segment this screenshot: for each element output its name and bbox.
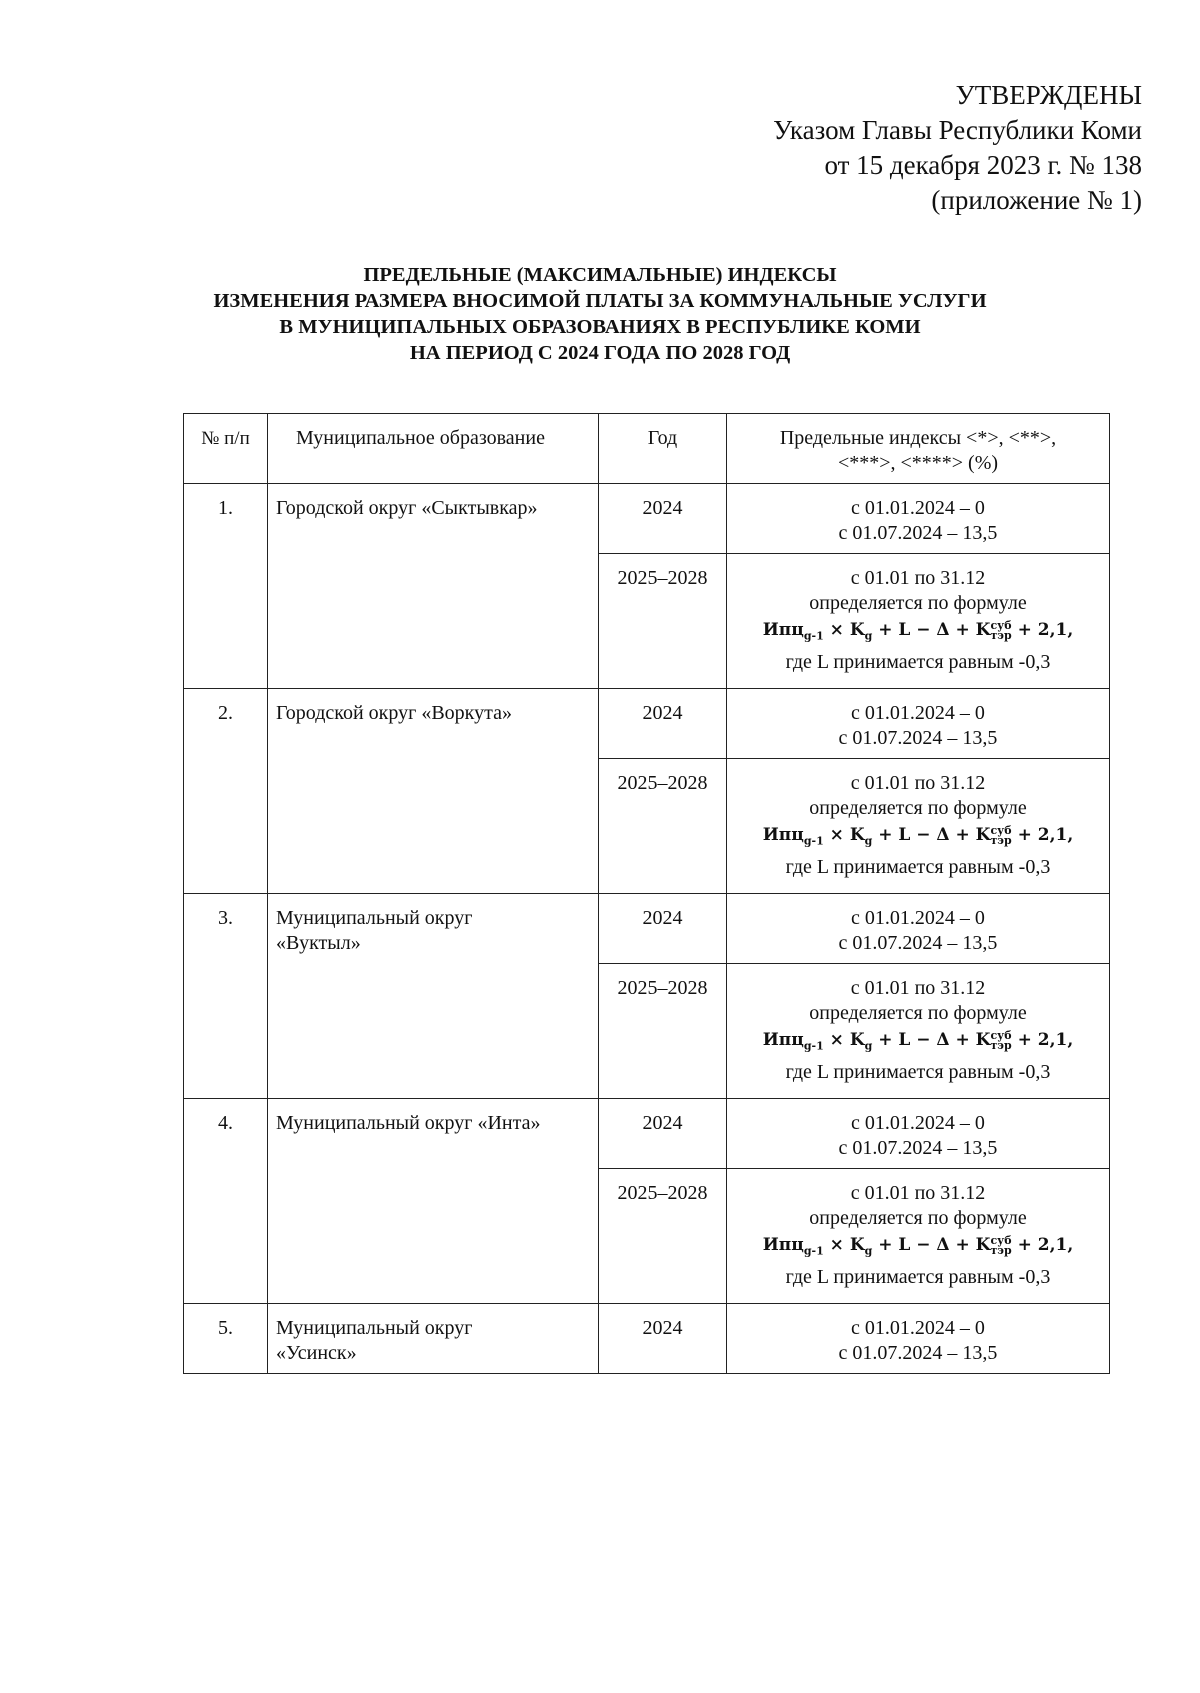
- formula-part: Ипц: [762, 620, 804, 640]
- table-header-row: [184, 414, 1110, 484]
- index-line: с 01.01 по 31.12: [850, 1182, 986, 1204]
- index-value: [727, 964, 1110, 1099]
- formula-part: Ипц: [762, 1030, 804, 1050]
- year-cell: 2025–2028: [599, 964, 727, 1099]
- municipality-name: [268, 894, 599, 1099]
- index-line: с 01.07.2024 – 13,5: [838, 727, 998, 749]
- index-line: с 01.01.2024 – 0: [851, 702, 985, 724]
- document-title: [0, 262, 1200, 366]
- municipality-name: Городской округ «Воркута»: [268, 689, 599, 894]
- year-cell: 2024: [599, 1304, 727, 1374]
- municipality-name-line: Муниципальный округ: [276, 1317, 473, 1339]
- formula-part: Ипц: [762, 825, 804, 845]
- formula-part: Ипц: [762, 1235, 804, 1255]
- formula: [763, 1026, 1074, 1060]
- formula-part: × K: [823, 620, 865, 640]
- row-number: 5.: [184, 1304, 268, 1374]
- title-line: В МУНИЦИПАЛЬНЫХ ОБРАЗОВАНИЯХ В РЕСПУБЛИКЕ КОМИ: [279, 316, 921, 338]
- table-row: [184, 1099, 1110, 1169]
- index-line: где L принимается равным -0,3: [785, 651, 1051, 674]
- index-line: с 01.07.2024 – 13,5: [838, 1137, 998, 1159]
- year-cell: 2025–2028: [599, 759, 727, 894]
- formula-part: суб: [990, 1028, 1012, 1042]
- formula-part: тэр: [990, 1243, 1012, 1257]
- formula-part: + 2,1,: [1011, 1030, 1074, 1050]
- municipality-name-line: «Вуктыл»: [276, 932, 361, 954]
- formula-part: × K: [823, 1235, 865, 1255]
- row-number: 4.: [184, 1099, 268, 1304]
- index-line: с 01.07.2024 – 13,5: [838, 1342, 998, 1364]
- index-value: [727, 554, 1110, 689]
- formula-line: [727, 821, 1109, 855]
- index-value: [727, 1169, 1110, 1304]
- formula-supsub: [990, 1233, 1012, 1257]
- formula-part: × K: [823, 1030, 865, 1050]
- formula-part: g: [864, 834, 873, 848]
- formula-line: [727, 1026, 1109, 1060]
- index-value: [727, 894, 1110, 964]
- index-line: с 01.07.2024 – 13,5: [838, 932, 998, 954]
- index-line: определяется по формуле: [809, 1002, 1027, 1024]
- approval-line: Указом Главы Республики Коми: [773, 115, 1142, 145]
- formula-part: + L − Δ + K: [872, 620, 991, 640]
- year-cell: 2024: [599, 894, 727, 964]
- table-row: [184, 689, 1110, 759]
- formula: [763, 821, 1074, 855]
- formula-part: g-1: [803, 1244, 824, 1258]
- index-line: с 01.01.2024 – 0: [851, 907, 985, 929]
- table-row: [184, 894, 1110, 964]
- index-line: с 01.07.2024 – 13,5: [838, 522, 998, 544]
- index-line: определяется по формуле: [809, 592, 1027, 614]
- title-line: ИЗМЕНЕНИЯ РАЗМЕРА ВНОСИМОЙ ПЛАТЫ ЗА КОММУНАЛЬНЫЕ УСЛУГИ: [213, 290, 987, 312]
- formula: [763, 1231, 1074, 1265]
- formula-part: g-1: [803, 1039, 824, 1053]
- index-value: [727, 484, 1110, 554]
- formula-part: g: [864, 1039, 873, 1053]
- municipality-name: Городской округ «Сыктывкар»: [268, 484, 599, 689]
- formula-part: g: [864, 629, 873, 643]
- approval-line: УТВЕРЖДЕНЫ: [955, 80, 1142, 110]
- index-value: [727, 689, 1110, 759]
- index-line: с 01.01.2024 – 0: [851, 1317, 985, 1339]
- formula-part: + L − Δ + K: [872, 1030, 991, 1050]
- indices-table: [183, 413, 1110, 1374]
- year-cell: 2024: [599, 1099, 727, 1169]
- approval-line: (приложение № 1): [931, 185, 1142, 215]
- formula-part: суб: [990, 1233, 1012, 1247]
- formula-part: + 2,1,: [1011, 620, 1074, 640]
- year-cell: 2024: [599, 484, 727, 554]
- index-value: [727, 1304, 1110, 1374]
- row-number: 1.: [184, 484, 268, 689]
- header-num: № п/п: [184, 414, 268, 484]
- row-number: 3.: [184, 894, 268, 1099]
- formula-line: [727, 1231, 1109, 1265]
- index-value: [727, 759, 1110, 894]
- formula-supsub: [990, 618, 1012, 642]
- municipality-name-line: Муниципальный округ: [276, 907, 473, 929]
- index-line: где L принимается равным -0,3: [785, 1061, 1051, 1084]
- municipality-name: [268, 1304, 599, 1374]
- title-line: НА ПЕРИОД С 2024 ГОДА ПО 2028 ГОД: [409, 342, 791, 364]
- index-line: определяется по формуле: [809, 797, 1027, 819]
- formula-part: суб: [990, 618, 1012, 632]
- formula-supsub: [990, 1028, 1012, 1052]
- year-cell: 2025–2028: [599, 554, 727, 689]
- index-line: определяется по формуле: [809, 1207, 1027, 1229]
- header-index: [727, 414, 1110, 484]
- formula-part: + 2,1,: [1011, 825, 1074, 845]
- formula-part: + L − Δ + K: [872, 825, 991, 845]
- approval-block: [773, 78, 1142, 218]
- header-year: Год: [599, 414, 727, 484]
- header-name: Муниципальное образование: [268, 414, 599, 484]
- municipality-name: Муниципальный округ «Инта»: [268, 1099, 599, 1304]
- formula-part: + 2,1,: [1011, 1235, 1074, 1255]
- header-index-line: <***>, <****> (%): [837, 452, 999, 474]
- title-line: ПРЕДЕЛЬНЫЕ (МАКСИМАЛЬНЫЕ) ИНДЕКСЫ: [363, 264, 837, 286]
- formula-line: [727, 616, 1109, 650]
- row-number: 2.: [184, 689, 268, 894]
- index-line: где L принимается равным -0,3: [785, 856, 1051, 879]
- formula-supsub: [990, 823, 1012, 847]
- municipality-name-line: «Усинск»: [276, 1342, 357, 1364]
- table-row: [184, 484, 1110, 554]
- formula-part: тэр: [990, 833, 1012, 847]
- index-line: с 01.01.2024 – 0: [851, 1112, 985, 1134]
- index-line: с 01.01.2024 – 0: [851, 497, 985, 519]
- formula-part: g-1: [803, 629, 824, 643]
- index-value: [727, 1099, 1110, 1169]
- formula-part: g-1: [803, 834, 824, 848]
- formula-part: тэр: [990, 1038, 1012, 1052]
- index-line: с 01.01 по 31.12: [850, 772, 986, 794]
- formula-part: g: [864, 1244, 873, 1258]
- approval-line: от 15 декабря 2023 г. № 138: [824, 150, 1142, 180]
- index-line: где L принимается равным -0,3: [785, 1266, 1051, 1289]
- year-cell: 2025–2028: [599, 1169, 727, 1304]
- formula-part: + L − Δ + K: [872, 1235, 991, 1255]
- formula: [763, 616, 1074, 650]
- formula-part: суб: [990, 823, 1012, 837]
- index-line: с 01.01 по 31.12: [850, 567, 986, 589]
- formula-part: тэр: [990, 628, 1012, 642]
- header-index-line: Предельные индексы <*>, <**>,: [779, 427, 1057, 449]
- table-row: [184, 1304, 1110, 1374]
- formula-part: × K: [823, 825, 865, 845]
- index-line: с 01.01 по 31.12: [850, 977, 986, 999]
- year-cell: 2024: [599, 689, 727, 759]
